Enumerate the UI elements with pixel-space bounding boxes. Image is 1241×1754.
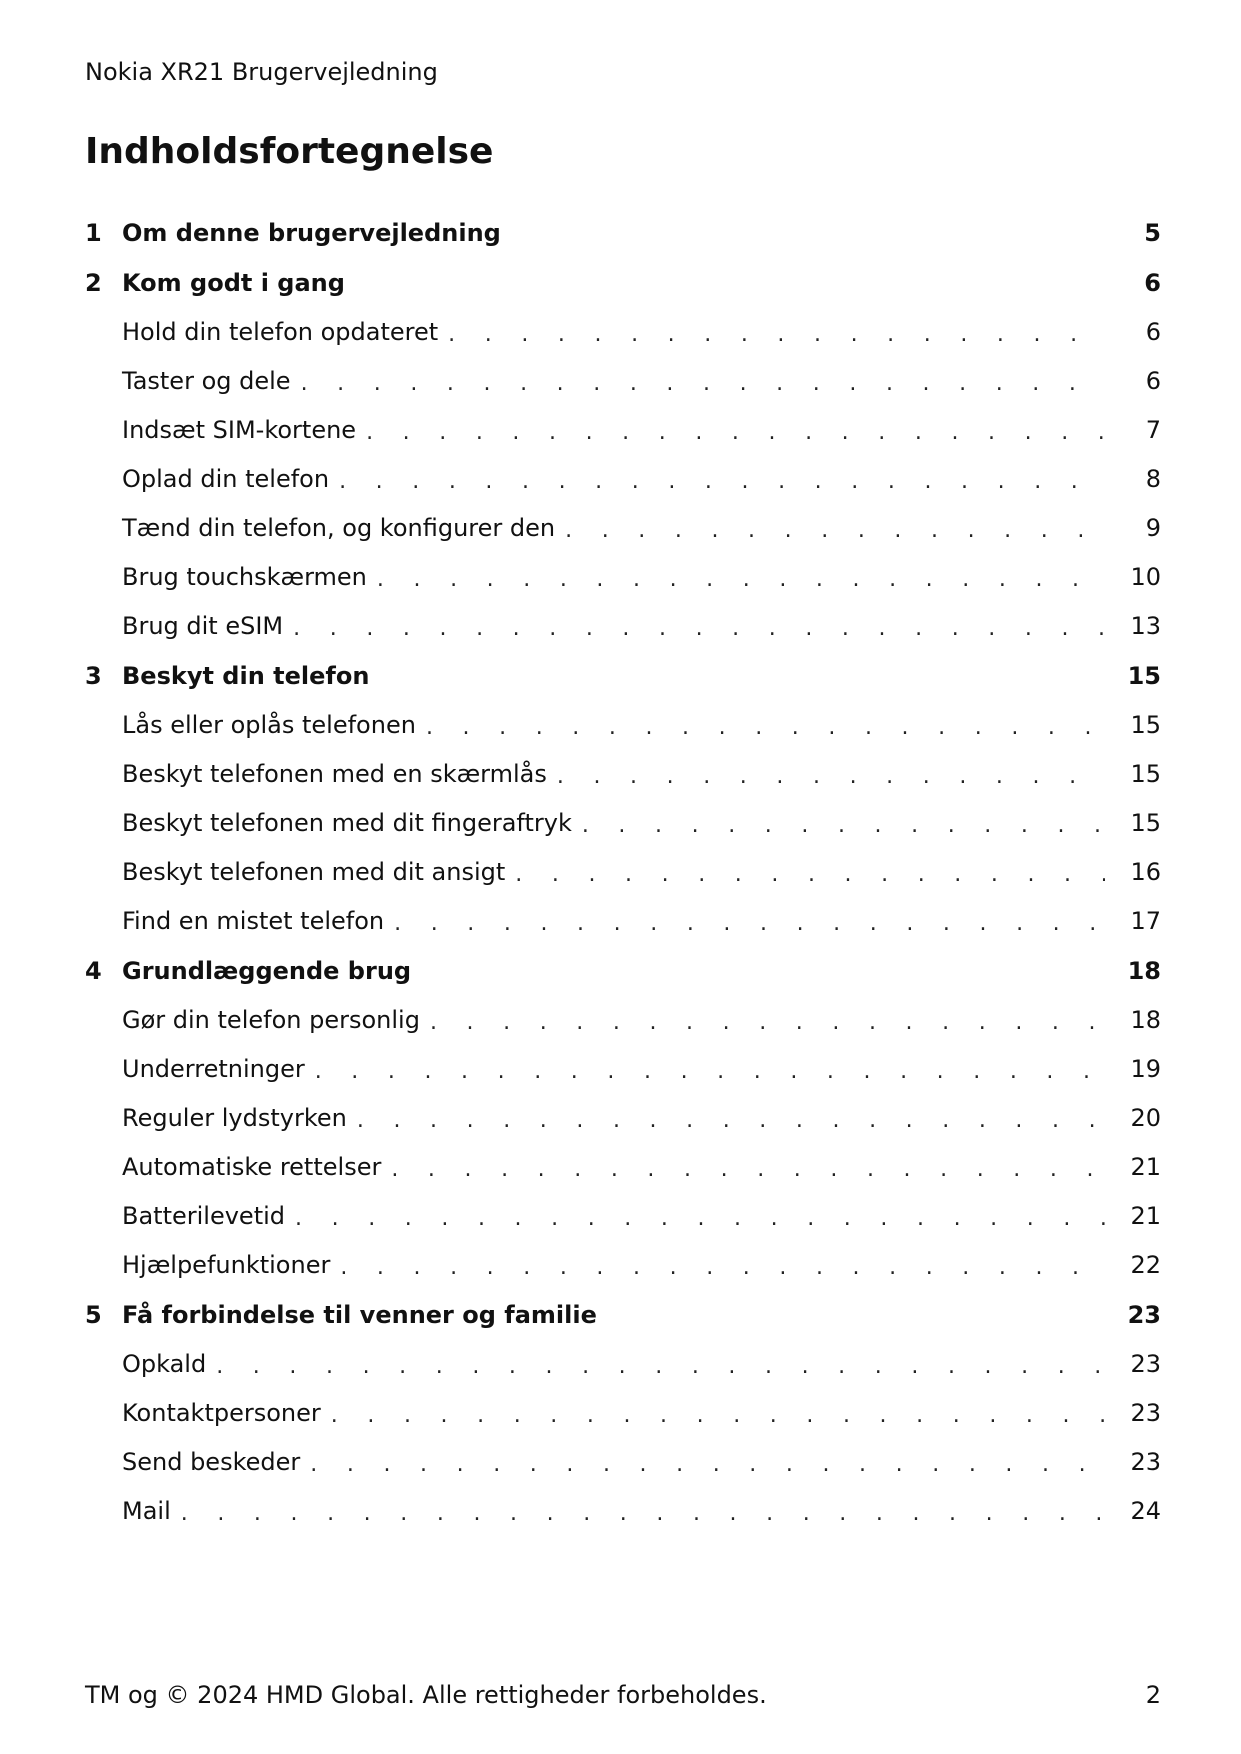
- footer-copyright: TM og © 2024 HMD Global. Alle rettigheder forbeholdes.: [85, 1681, 767, 1709]
- entry-page-number: 22: [1130, 1251, 1161, 1279]
- chapter-number: 4: [85, 957, 102, 985]
- toc-entry-link[interactable]: [85, 611, 1161, 641]
- entry-page-number: 24: [1130, 1497, 1161, 1525]
- dot-leader: [216, 1349, 1105, 1379]
- dot-leader: [331, 1398, 1105, 1428]
- entry-title: Opkald: [122, 1350, 207, 1378]
- toc-chapter-link[interactable]: [85, 218, 1161, 248]
- entry-page-number: 21: [1130, 1202, 1161, 1230]
- toc-chapter-link[interactable]: [85, 661, 1161, 691]
- dot-leader: [557, 759, 1105, 789]
- entry-title: Lås eller oplås telefonen: [122, 711, 416, 739]
- entry-page-number: 7: [1145, 416, 1161, 444]
- dot-leader: [293, 611, 1105, 641]
- toc-chapter-link[interactable]: [85, 268, 1161, 298]
- entry-page-number: 15: [1130, 760, 1161, 788]
- dot-leader: [310, 1447, 1105, 1477]
- dot-leader: [394, 906, 1105, 936]
- chapter-page-number: 6: [1144, 269, 1161, 297]
- toc-entry-link[interactable]: [85, 366, 1161, 396]
- dot-leader: [448, 317, 1105, 347]
- entry-title: Send beskeder: [122, 1448, 301, 1476]
- dot-leader: [515, 857, 1105, 887]
- entry-title: Find en mistet telefon: [122, 907, 385, 935]
- entry-page-number: 23: [1130, 1448, 1161, 1476]
- entry-title: Brug touchskærmen: [122, 563, 367, 591]
- entry-page-number: 15: [1130, 711, 1161, 739]
- toc-entry-link[interactable]: [85, 513, 1161, 543]
- entry-page-number: 23: [1130, 1350, 1161, 1378]
- toc-entry-link[interactable]: [85, 1005, 1161, 1035]
- entry-title: Beskyt telefonen med en skærmlås: [122, 760, 547, 788]
- footer-page-number: 2: [1145, 1681, 1161, 1709]
- entry-title: Automatiske rettelser: [122, 1153, 382, 1181]
- chapter-number: 5: [85, 1301, 102, 1329]
- entry-title: Tænd din telefon, og konfigurer den: [122, 514, 556, 542]
- toc-entry-link[interactable]: [85, 1496, 1161, 1526]
- entry-title: Gør din telefon personlig: [122, 1006, 420, 1034]
- entry-page-number: 6: [1145, 318, 1161, 346]
- toc-entry-link[interactable]: [85, 1349, 1161, 1379]
- toc-entry-link[interactable]: [85, 710, 1161, 740]
- entry-page-number: 19: [1130, 1055, 1161, 1083]
- entry-title: Hold din telefon opdateret: [122, 318, 439, 346]
- entry-title: Brug dit eSIM: [122, 612, 284, 640]
- entry-page-number: 8: [1145, 465, 1161, 493]
- entry-title: Mail: [122, 1497, 171, 1525]
- toc-entry-link[interactable]: [85, 317, 1161, 347]
- chapter-title: Grundlæggende brug: [122, 957, 412, 985]
- toc-section: [85, 956, 1161, 1280]
- dot-leader: [181, 1496, 1105, 1526]
- entry-page-number: 21: [1130, 1153, 1161, 1181]
- entry-page-number: 13: [1130, 612, 1161, 640]
- chapter-number: 3: [85, 662, 102, 690]
- entry-page-number: 23: [1130, 1399, 1161, 1427]
- page-title: Indholdsfortegnelse: [85, 131, 494, 172]
- toc-entry-link[interactable]: [85, 808, 1161, 838]
- entry-title: Kontaktpersoner: [122, 1399, 321, 1427]
- entry-page-number: 17: [1130, 907, 1161, 935]
- toc-entry-link[interactable]: [85, 1201, 1161, 1231]
- entry-title: Beskyt telefonen med dit fingeraftryk: [122, 809, 572, 837]
- dot-leader: [377, 562, 1105, 592]
- toc-entry-link[interactable]: [85, 1054, 1161, 1084]
- chapter-number: 1: [85, 219, 102, 247]
- dot-leader: [357, 1103, 1105, 1133]
- dot-leader: [426, 710, 1105, 740]
- entry-page-number: 18: [1130, 1006, 1161, 1034]
- chapter-page-number: 5: [1144, 219, 1161, 247]
- entry-page-number: 9: [1145, 514, 1161, 542]
- toc-entry-link[interactable]: [85, 464, 1161, 494]
- toc-chapter-link[interactable]: [85, 956, 1161, 986]
- chapter-title: Beskyt din telefon: [122, 662, 370, 690]
- toc-entry-link[interactable]: [85, 906, 1161, 936]
- dot-leader: [430, 1005, 1105, 1035]
- chapter-page-number: 15: [1127, 662, 1161, 690]
- entry-title: Taster og dele: [122, 367, 291, 395]
- toc-entry-link[interactable]: [85, 562, 1161, 592]
- dot-leader: [366, 415, 1105, 445]
- chapter-page-number: 23: [1127, 1301, 1161, 1329]
- toc-entry-link[interactable]: [85, 1398, 1161, 1428]
- entry-page-number: 6: [1145, 367, 1161, 395]
- entry-title: Beskyt telefonen med dit ansigt: [122, 858, 506, 886]
- dot-leader: [339, 464, 1105, 494]
- entry-title: Underretninger: [122, 1055, 305, 1083]
- toc-section: [85, 268, 1161, 641]
- entry-title: Reguler lydstyrken: [122, 1104, 347, 1132]
- entry-page-number: 15: [1130, 809, 1161, 837]
- dot-leader: [391, 1152, 1105, 1182]
- dot-leader: [295, 1201, 1105, 1231]
- entry-title: Oplad din telefon: [122, 465, 330, 493]
- document-header: Nokia XR21 Brugervejledning: [85, 58, 438, 86]
- entry-title: Indsæt SIM-kortene: [122, 416, 357, 444]
- toc-section: [85, 661, 1161, 936]
- entry-title: Hjælpefunktioner: [122, 1251, 331, 1279]
- entry-title: Batterilevetid: [122, 1202, 286, 1230]
- toc-entry-link[interactable]: [85, 1250, 1161, 1280]
- chapter-title: Få forbindelse til venner og familie: [122, 1301, 597, 1329]
- table-of-contents: [85, 218, 1161, 1546]
- chapter-page-number: 18: [1127, 957, 1161, 985]
- entry-page-number: 16: [1130, 858, 1161, 886]
- toc-entry-link[interactable]: [85, 1152, 1161, 1182]
- toc-section: [85, 1300, 1161, 1526]
- chapter-title: Kom godt i gang: [122, 269, 345, 297]
- dot-leader: [582, 808, 1105, 838]
- document-footer: [85, 1679, 1161, 1711]
- chapter-number: 2: [85, 269, 102, 297]
- toc-section: [85, 218, 1161, 248]
- chapter-title: Om denne brugervejledning: [122, 219, 501, 247]
- toc-entry-link[interactable]: [85, 857, 1161, 887]
- dot-leader: [301, 366, 1105, 396]
- dot-leader: [315, 1054, 1105, 1084]
- toc-entry-link[interactable]: [85, 1103, 1161, 1133]
- dot-leader: [565, 513, 1105, 543]
- entry-page-number: 10: [1130, 563, 1161, 591]
- dot-leader: [340, 1250, 1105, 1280]
- toc-entry-link[interactable]: [85, 759, 1161, 789]
- entry-page-number: 20: [1130, 1104, 1161, 1132]
- toc-chapter-link[interactable]: [85, 1300, 1161, 1330]
- toc-entry-link[interactable]: [85, 1447, 1161, 1477]
- toc-entry-link[interactable]: [85, 415, 1161, 445]
